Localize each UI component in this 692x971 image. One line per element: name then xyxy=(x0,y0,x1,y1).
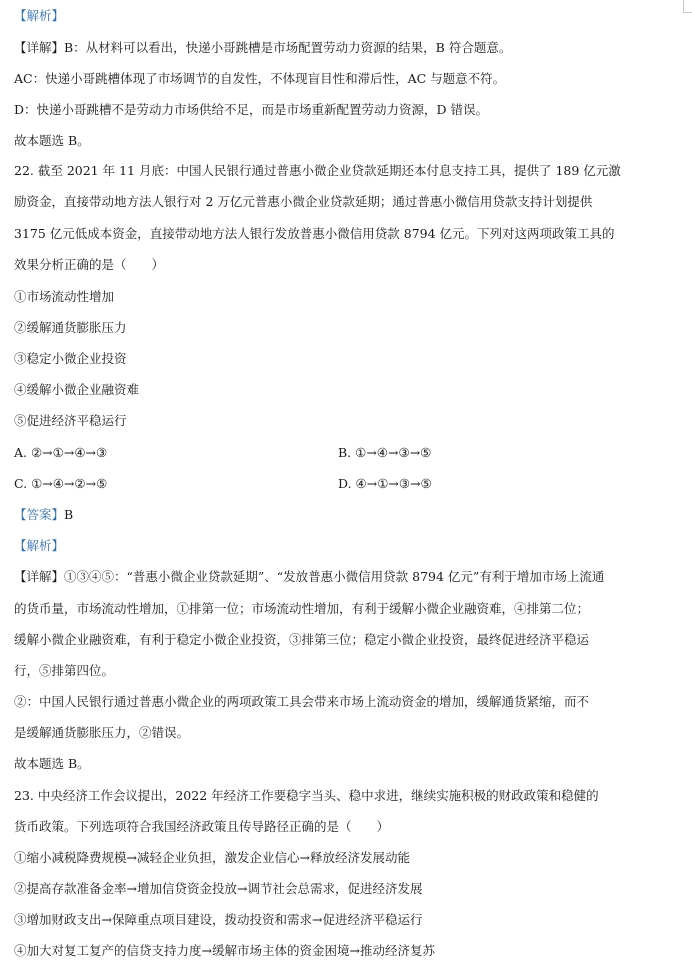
question-23-text: 23. 中央经济工作会议提出，2022 年经济工作要稳字当头、稳中求进，继续实施积极的财政政策和稳健的 xyxy=(14,788,599,803)
option-a: A. ②→①→④→③ xyxy=(14,445,108,460)
statement-item: ④加大对复工复产的信贷支持力度→缓解市场主体的资金困境→推动经济复苏 xyxy=(14,943,435,958)
answer-line xyxy=(14,507,73,523)
explanation-line: 缓解小微企业融资难，有利于稳定小微企业投资，③排第三位；稳定小微企业投资，最终促进经济平稳运 xyxy=(14,632,590,647)
explanation-line: AC：快递小哥跳槽体现了市场调节的自发性，不体现盲目性和滞后性，AC 与题意不符。 xyxy=(14,71,506,86)
option-d: D. ④→①→③→⑤ xyxy=(338,476,432,491)
question-23-text: 货币政策。下列选项符合我国经济政策且传导路径正确的是（ ） xyxy=(14,819,390,834)
statement-item: ②缓解通货膨胀压力 xyxy=(14,320,127,335)
analysis-heading: 【解析】 xyxy=(14,8,65,23)
statement-item: ①缩小减税降费规模→减轻企业负担，激发企业信心→释放经济发展动能 xyxy=(14,850,410,865)
question-22-text: 效果分析正确的是（ ） xyxy=(14,257,165,272)
explanation-line: 【详解】B：从材料可以看出，快递小哥跳槽是市场配置劳动力资源的结果，B 符合题意。 xyxy=(14,40,512,55)
page-corner-mark xyxy=(683,0,692,13)
statement-item: ③增加财政支出→保障重点项目建设，拨动投资和需求→促进经济平稳运行 xyxy=(14,912,423,927)
question-22-text: 22. 截至 2021 年 11 月底：中国人民银行通过普惠小微企业贷款延期还本付息支持工具，提供了 189 亿元激 xyxy=(14,163,621,178)
statement-item: ②提高存款准备金率→增加信贷资金投放→调节社会总需求，促进经济发展 xyxy=(14,881,423,896)
statement-item: ③稳定小微企业投资 xyxy=(14,351,127,366)
option-c: C. ①→④→②→⑤ xyxy=(14,476,108,491)
analysis-heading: 【解析】 xyxy=(14,538,65,553)
question-22-text: 3175 亿元低成本资金，直接带动地方法人银行发放普惠小微信用贷款 8794 亿元。下列对这两项政策工具的 xyxy=(14,226,615,241)
explanation-line: 【详解】①③④⑤：“普惠小微企业贷款延期”、“发放普惠小微信用贷款 8794 亿元”有利于增加市场上流通 xyxy=(14,569,605,584)
statement-item: ④缓解小微企业融资难 xyxy=(14,382,140,397)
explanation-line: D：快递小哥跳槽不是劳动力市场供给不足，而是市场重新配置劳动力资源，D 错误。 xyxy=(14,102,489,117)
explanation-line: 是缓解通货膨胀压力，②错误。 xyxy=(14,725,190,740)
conclusion-line: 故本题选 B。 xyxy=(14,133,90,148)
option-b: B. ①→④→③→⑤ xyxy=(338,445,432,460)
explanation-line: ②：中国人民银行通过普惠小微企业的两项政策工具会带来市场上流动资金的增加，缓解通货紧缩，而不 xyxy=(14,694,590,709)
statement-item: ①市场流动性增加 xyxy=(14,289,115,304)
explanation-line: 行，⑤排第四位。 xyxy=(14,663,115,678)
answer-value: B xyxy=(64,507,74,522)
conclusion-line: 故本题选 B。 xyxy=(14,756,90,771)
answer-tag: 【答案】 xyxy=(14,507,65,522)
question-22-text: 励资金，直接带动地方法人银行对 2 万亿元普惠小微企业贷款延期；通过普惠小微信用贷款支持计划提供 xyxy=(14,194,593,209)
statement-item: ⑤促进经济平稳运行 xyxy=(14,413,127,428)
explanation-line: 的货币量，市场流动性增加，①排第一位；市场流动性增加，有利于缓解小微企业融资难，④排第二位； xyxy=(14,601,590,616)
